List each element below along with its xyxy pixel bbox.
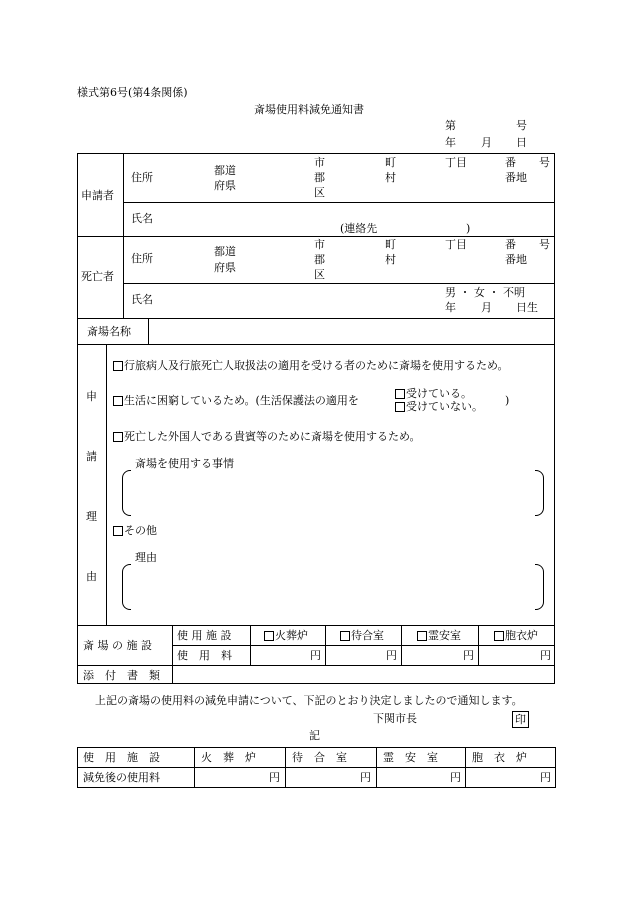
divider (77, 625, 555, 626)
checkbox-icon[interactable] (113, 526, 123, 536)
facility-option-placenta (494, 629, 538, 642)
deceased-ku: 区 (314, 268, 325, 281)
applicant-fuken: 府県 (214, 179, 236, 192)
divider (172, 645, 555, 646)
reason-label-char: 申 (86, 390, 97, 403)
checkbox-icon[interactable] (340, 631, 350, 641)
checkbox-icon[interactable] (113, 361, 123, 371)
other-reason-label: 理由 (135, 551, 157, 564)
reason-option-2-close: ) (505, 394, 510, 407)
issue-date-year: 年 (445, 136, 456, 149)
reason-other (113, 524, 157, 537)
circumstances-label: 斎場を使用する事情 (135, 457, 234, 470)
reason-label-char: 請 (86, 450, 97, 463)
divider (77, 767, 556, 768)
divider (77, 236, 555, 237)
divider (285, 747, 286, 788)
facility-option-text: 霊安室 (428, 629, 461, 642)
applicant-shi: 市 (314, 156, 325, 169)
facility-row-label: 使 用 施 設 (177, 629, 232, 642)
checkbox-icon[interactable] (395, 389, 405, 399)
applicant-name-label: 氏名 (131, 212, 153, 225)
facility-option-text: 火葬炉 (275, 629, 308, 642)
reason-other-text: その他 (124, 524, 157, 537)
applicant-ban: 番 (505, 156, 516, 169)
left-bracket-icon (122, 470, 131, 516)
checkbox-icon[interactable] (113, 432, 123, 442)
applicant-todo: 都道 (214, 164, 236, 177)
deceased-todo: 都道 (214, 245, 236, 258)
applicant-banchi: 番地 (505, 171, 527, 184)
deceased-gender: 男 ・ 女 ・ 不明 (445, 286, 525, 299)
result-yen: 円 (269, 771, 280, 784)
divider (123, 202, 555, 203)
form-number: 様式第6号(第4条関係) (77, 86, 188, 99)
applicant-chome: 丁目 (445, 156, 467, 169)
reason-option-1-text: 行旅病人及行旅死亡人取扱法の適用を受ける者のために斎場を使用するため。 (124, 359, 509, 372)
deceased-name-label: 氏名 (131, 293, 153, 306)
applicant-contact-label: (連絡先 (340, 222, 378, 235)
attachments-label: 添 付 書 類 (83, 669, 160, 682)
checkbox-icon[interactable] (264, 631, 274, 641)
result-facility-name: 火 葬 炉 (201, 751, 256, 764)
deceased-address-label: 住所 (131, 252, 153, 265)
applicant-machi: 町 (385, 156, 396, 169)
issue-date-day: 日 (516, 136, 527, 149)
divider (123, 153, 124, 318)
facility-option-text: 待合室 (351, 629, 384, 642)
facility-option-cremation (264, 629, 308, 642)
checkbox-icon[interactable] (395, 402, 405, 412)
deceased-birth-year: 年 (445, 301, 456, 314)
reason-option-2-text: 生活に困窮しているため。(生活保護法の適用を (124, 394, 359, 407)
facility-name-label: 斎場名称 (87, 325, 131, 338)
facility-option-text: 胞衣炉 (505, 629, 538, 642)
mayor-title: 下関市長 (373, 712, 417, 725)
divider (194, 747, 195, 788)
divider (401, 625, 402, 665)
divider (376, 747, 377, 788)
result-yen: 円 (450, 771, 461, 784)
divider (250, 625, 251, 665)
result-facility-name: 待 合 室 (292, 751, 347, 764)
divider (148, 318, 149, 344)
reason-option-2 (113, 394, 359, 407)
deceased-mura: 村 (385, 253, 396, 266)
notice-text: 上記の斎場の使用料の減免申請について、下記のとおり決定しましたので通知します。 (95, 694, 523, 707)
facility-option-mortuary (417, 629, 461, 642)
divider (77, 344, 555, 345)
welfare-not-receiving-text: 受けていない。 (406, 400, 483, 413)
result-fee-label: 減免後の使用料 (83, 771, 160, 784)
deceased-shi: 市 (314, 238, 325, 251)
reason-option-1 (113, 359, 509, 372)
deceased-birth-month: 月 (481, 301, 492, 314)
reason-option-3 (113, 430, 421, 443)
facility-option-waiting (340, 629, 384, 642)
applicant-go: 号 (539, 156, 550, 169)
reason-label-char: 理 (86, 510, 97, 523)
deceased-fuken: 府県 (214, 261, 236, 274)
reason-label-char: 由 (86, 570, 97, 583)
deceased-section-label: 死亡者 (81, 270, 114, 283)
welfare-receiving-text: 受けている。 (406, 387, 472, 400)
issue-number-suffix: 号 (516, 119, 527, 132)
deceased-chome: 丁目 (445, 238, 467, 251)
divider (172, 625, 173, 665)
facility-section-label: 斎 場 の 施 設 (83, 639, 152, 652)
divider (465, 747, 466, 788)
issue-number-prefix: 第 (445, 119, 456, 132)
divider (106, 344, 107, 625)
right-bracket-icon (535, 470, 544, 516)
ki-heading: 記 (309, 729, 320, 742)
fee-yen: 円 (310, 649, 321, 662)
left-bracket-icon (122, 564, 131, 610)
welfare-not-receiving (395, 400, 483, 413)
checkbox-icon[interactable] (417, 631, 427, 641)
divider (172, 665, 173, 684)
divider (478, 625, 479, 665)
fee-yen: 円 (463, 649, 474, 662)
applicant-contact-close: ) (466, 222, 471, 235)
deceased-machi: 町 (385, 238, 396, 251)
divider (325, 625, 326, 665)
deceased-ban: 番 (505, 238, 516, 251)
right-bracket-icon (535, 564, 544, 610)
applicant-address-label: 住所 (131, 171, 153, 184)
deceased-go: 号 (539, 238, 550, 251)
document-title: 斎場使用料減免通知書 (254, 103, 364, 116)
deceased-gun: 郡 (314, 253, 325, 266)
deceased-banchi: 番地 (505, 253, 527, 266)
result-facility-name: 胞 衣 炉 (472, 751, 527, 764)
applicant-gun: 郡 (314, 171, 325, 184)
application-form-table (77, 153, 555, 684)
deceased-birth-day: 日生 (516, 301, 538, 314)
fee-yen: 円 (386, 649, 397, 662)
welfare-receiving (395, 387, 472, 400)
divider (123, 283, 555, 284)
applicant-mura: 村 (385, 171, 396, 184)
seal-mark: 印 (512, 711, 529, 728)
fee-yen: 円 (540, 649, 551, 662)
checkbox-icon[interactable] (113, 396, 123, 406)
fee-row-label: 使 用 料 (177, 649, 232, 662)
checkbox-icon[interactable] (494, 631, 504, 641)
applicant-section-label: 申請者 (81, 189, 114, 202)
result-facility-name: 霊 安 室 (383, 751, 438, 764)
reason-option-3-text: 死亡した外国人である貴賓等のために斎場を使用するため。 (124, 430, 421, 443)
result-yen: 円 (540, 771, 551, 784)
divider (77, 665, 555, 666)
result-yen: 円 (360, 771, 371, 784)
applicant-ku: 区 (314, 186, 325, 199)
result-facility-label: 使 用 施 設 (83, 751, 160, 764)
issue-date-month: 月 (481, 136, 492, 149)
